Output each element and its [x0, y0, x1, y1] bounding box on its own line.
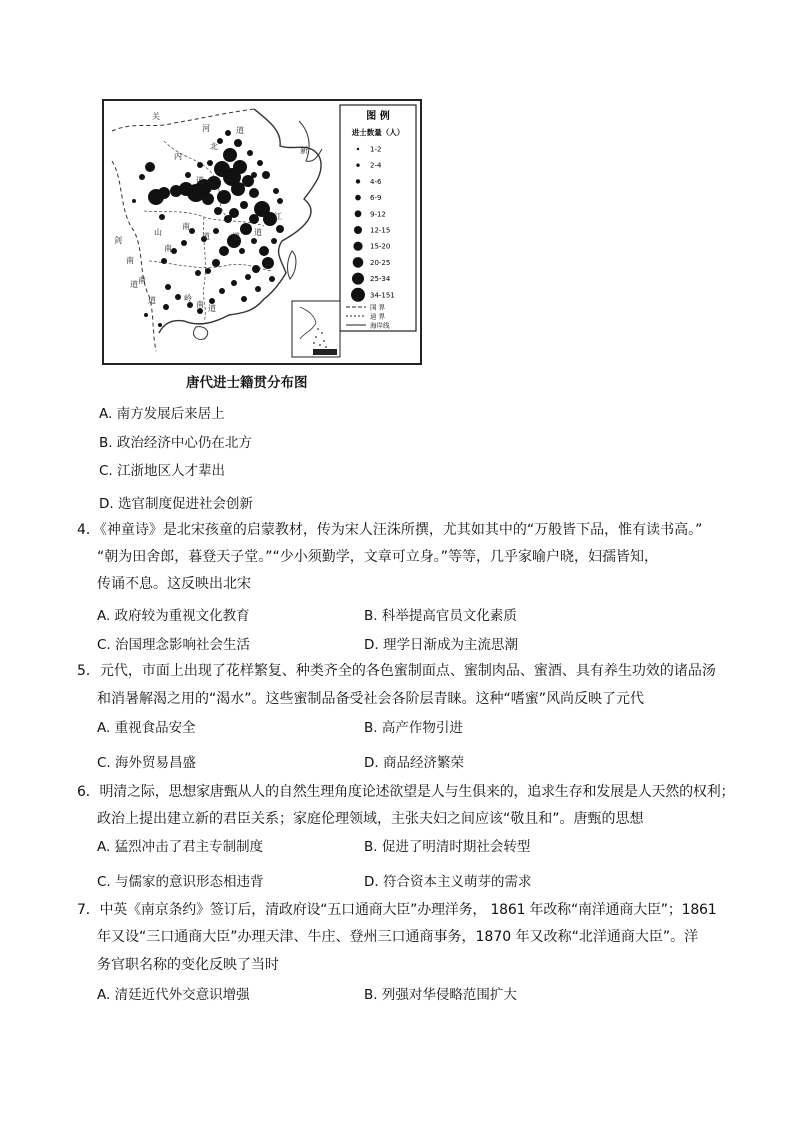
- q5-option-d[interactable]: D. 商品经济繁荣: [364, 755, 464, 771]
- region-label: 南: [138, 276, 146, 285]
- q4-option-b[interactable]: B. 科举提高官员文化素质: [364, 608, 517, 624]
- region-label: 道: [236, 126, 244, 135]
- legend-label: 34-151: [370, 291, 395, 300]
- legend-boundary-label: 海岸线: [370, 321, 390, 330]
- jinshi-dot: [219, 246, 229, 256]
- q3-option-d[interactable]: D. 选官制度促进社会创新: [99, 496, 253, 512]
- jinshi-dot: [217, 190, 231, 204]
- q3-option-a[interactable]: A. 南方发展后来居上: [99, 406, 225, 422]
- jinshi-dot: [170, 185, 182, 197]
- legend-dot: [351, 288, 365, 302]
- jinshi-dot: [175, 294, 181, 300]
- region-label: 河: [202, 124, 210, 133]
- legend-label: 4-6: [370, 177, 382, 186]
- tang-jinshi-distribution-map: [102, 99, 422, 365]
- region-label: 南: [182, 222, 190, 231]
- legend-label: 15-20: [370, 242, 391, 251]
- legend-dot: [352, 273, 364, 285]
- region-label: 剑: [114, 236, 122, 245]
- region-label: 关: [152, 112, 160, 121]
- region-label: 道: [196, 176, 204, 185]
- jinshi-dot: [181, 240, 187, 246]
- map-graphic: [104, 101, 420, 363]
- legend-label: 6-9: [370, 194, 382, 203]
- jinshi-dot: [207, 160, 213, 166]
- legend-dot: [355, 210, 362, 217]
- q5-option-a[interactable]: A. 重视食品安全: [97, 720, 196, 736]
- region-label: 道: [232, 232, 240, 241]
- q6-stem-line1: 6．明清之际，思想家唐甄从人的自然生理角度论述欲望是人与生俱来的，追求生存和发展是人天然的权利；: [77, 784, 735, 800]
- region-label: 南: [126, 256, 134, 265]
- legend-label: 20-25: [370, 258, 391, 267]
- legend-title: 图 例: [366, 111, 390, 122]
- jinshi-dot: [240, 201, 248, 209]
- q7-option-a[interactable]: A. 清廷近代外交意识增强: [97, 987, 250, 1003]
- q7-option-b[interactable]: B. 列强对华侵略范围扩大: [364, 987, 517, 1003]
- jinshi-dot: [139, 174, 145, 180]
- legend-dot: [353, 242, 362, 251]
- jinshi-dot: [197, 162, 203, 168]
- jinshi-dot: [205, 268, 211, 274]
- q6-option-b[interactable]: B. 促进了明清时期社会转型: [364, 839, 531, 855]
- q6-stem-line2: 政治上提出建立新的君臣关系；家庭伦理领域，主张夫妇之间应该“敬且和”。唐甄的思想: [97, 811, 644, 827]
- jinshi-dot: [255, 286, 261, 292]
- jinshi-dot: [234, 139, 242, 147]
- q4-stem-line2: “朝为田舍郎，暮登天子堂。”“少小须勤学，文章可立身。”等等，几乎家喻户晓，妇孺皆知，: [97, 549, 659, 565]
- west-border: [112, 161, 156, 351]
- q7-stem-line1: 7．中英《南京条约》签订后，清政府设“五口通商大臣”办理洋务， 1861 年改称“南洋通商大臣”；1861: [77, 902, 717, 918]
- q4-stem-line1: 4．《神童诗》是北宋孩童的启蒙教材，传为宋人汪洙所撰，尤其如其中的“万般皆下品，惟有读书高。”: [77, 522, 703, 538]
- jinshi-dot: [276, 225, 284, 233]
- region-label: 新: [300, 146, 308, 155]
- jinshi-dot: [195, 270, 201, 276]
- region-label: 江: [274, 212, 282, 221]
- jinshi-dot: [240, 223, 252, 235]
- region-label: 南: [164, 244, 172, 253]
- jinshi-dot: [239, 248, 245, 254]
- q4-option-a[interactable]: A. 政府较为重视文化教育: [97, 608, 250, 624]
- q5-option-b[interactable]: B. 高产作物引进: [364, 720, 463, 736]
- north-border: [112, 109, 254, 131]
- region-label: 道: [148, 296, 156, 305]
- jinshi-dot: [161, 258, 167, 264]
- legend-label: 12-15: [370, 226, 391, 235]
- q6-option-d[interactable]: D. 符合资本主义萌芽的需求: [364, 874, 532, 890]
- legend-dot: [353, 257, 364, 268]
- q7-stem-line2: 年又设“三口通商大臣”办理天津、牛庄、登州三口通商事务，1870 年又改称“北洋通商大臣”。洋: [97, 929, 699, 945]
- legend-subtitle: 进士数量（人）: [351, 128, 405, 137]
- jinshi-dot: [231, 280, 237, 286]
- jinshi-dot: [249, 214, 259, 224]
- map-caption: 唐代进士籍贯分布图: [186, 375, 308, 391]
- region-label: 南: [264, 260, 272, 269]
- jinshi-dot: [241, 296, 247, 302]
- legend-label: 1-2: [370, 145, 382, 154]
- jinshi-dot: [214, 207, 222, 215]
- jinshi-dot: [229, 208, 239, 218]
- region-label: 道: [202, 232, 210, 241]
- q3-option-c[interactable]: C. 江浙地区人才辈出: [99, 463, 226, 479]
- region-label: 北: [210, 142, 218, 151]
- jinshi-dot: [262, 171, 270, 179]
- region-label: 道: [254, 228, 262, 237]
- legend-label: 9-12: [370, 210, 386, 219]
- jinshi-dot: [247, 150, 253, 156]
- inset-box: [292, 301, 340, 357]
- q3-option-b[interactable]: B. 政治经济中心仍在北方: [99, 435, 252, 451]
- jinshi-dot: [245, 274, 251, 280]
- legend-label: 2-4: [370, 161, 382, 170]
- legend-dot: [355, 195, 361, 201]
- jinshi-dot: [132, 199, 136, 203]
- jinshi-dot: [145, 162, 155, 172]
- jinshi-dot: [251, 172, 257, 178]
- jinshi-dot: [158, 323, 162, 327]
- jinshi-dot: [249, 188, 259, 198]
- q4-stem-line3: 传诵不息。这反映出北宋: [97, 576, 251, 592]
- jinshi-dot: [273, 188, 279, 194]
- jinshi-dot: [251, 238, 257, 244]
- jinshi-dot: [225, 130, 231, 136]
- legend-boundary-label: 道 界: [370, 312, 386, 321]
- jinshi-dot: [277, 198, 283, 204]
- jinshi-dot: [259, 246, 269, 256]
- legend-dot: [356, 179, 360, 183]
- jinshi-dot: [269, 276, 275, 282]
- jinshi-dot: [148, 189, 164, 205]
- region-label: 南: [196, 300, 204, 309]
- q6-option-c[interactable]: C. 与儒家的意识形态相违背: [97, 874, 264, 890]
- jinshi-dot: [144, 313, 148, 317]
- legend-dot: [357, 148, 359, 150]
- region-label: 道: [208, 304, 216, 313]
- jinshi-dot: [257, 160, 263, 166]
- q4-option-c[interactable]: C. 治国理念影响社会生活: [97, 637, 251, 653]
- q5-option-c[interactable]: C. 海外贸易昌盛: [97, 755, 197, 771]
- region-label: 山: [154, 228, 162, 237]
- legend-dot: [356, 164, 359, 167]
- jinshi-dot: [185, 172, 191, 178]
- korea-outline: [299, 121, 322, 161]
- jinshi-dot: [159, 214, 165, 220]
- jinshi-dot: [165, 284, 171, 290]
- jinshi-dot: [223, 148, 237, 162]
- q4-option-d[interactable]: D. 理学日渐成为主流思潮: [364, 637, 518, 653]
- inset-scale-bar: [313, 349, 337, 355]
- legend-boundary-label: 国 界: [370, 303, 386, 312]
- jinshi-dot: [213, 228, 219, 234]
- taiwan-island: [288, 251, 296, 279]
- jinshi-dot: [202, 193, 214, 205]
- region-label: 道: [130, 280, 138, 289]
- legend-label: 25-34: [370, 275, 391, 284]
- jinshi-dot: [233, 160, 247, 174]
- jinshi-dot: [163, 304, 169, 310]
- q5-stem-line1: 5．元代，市面上出现了花样繁复、种类齐全的各色蜜制面点、蜜制肉品、蜜酒、具有养生功效的诸品汤: [77, 663, 716, 679]
- q7-stem-line3: 务官职名称的变化反映了当时: [97, 957, 279, 973]
- jinshi-dot: [219, 288, 225, 294]
- q6-option-a[interactable]: A. 猛烈冲击了君主专制制度: [97, 839, 264, 855]
- q5-stem-line2: 和消暑解渴之用的“渴水”。这些蜜制品备受社会各阶层青睐。这种“嗜蜜”风尚反映了元代: [97, 691, 645, 707]
- region-label: 岭: [184, 294, 192, 303]
- jinshi-dot: [252, 265, 260, 273]
- region-label: 内: [174, 152, 182, 161]
- hainan-island: [194, 327, 208, 340]
- jinshi-dot: [271, 238, 277, 244]
- legend-dot: [354, 226, 362, 234]
- jinshi-dot: [212, 259, 220, 267]
